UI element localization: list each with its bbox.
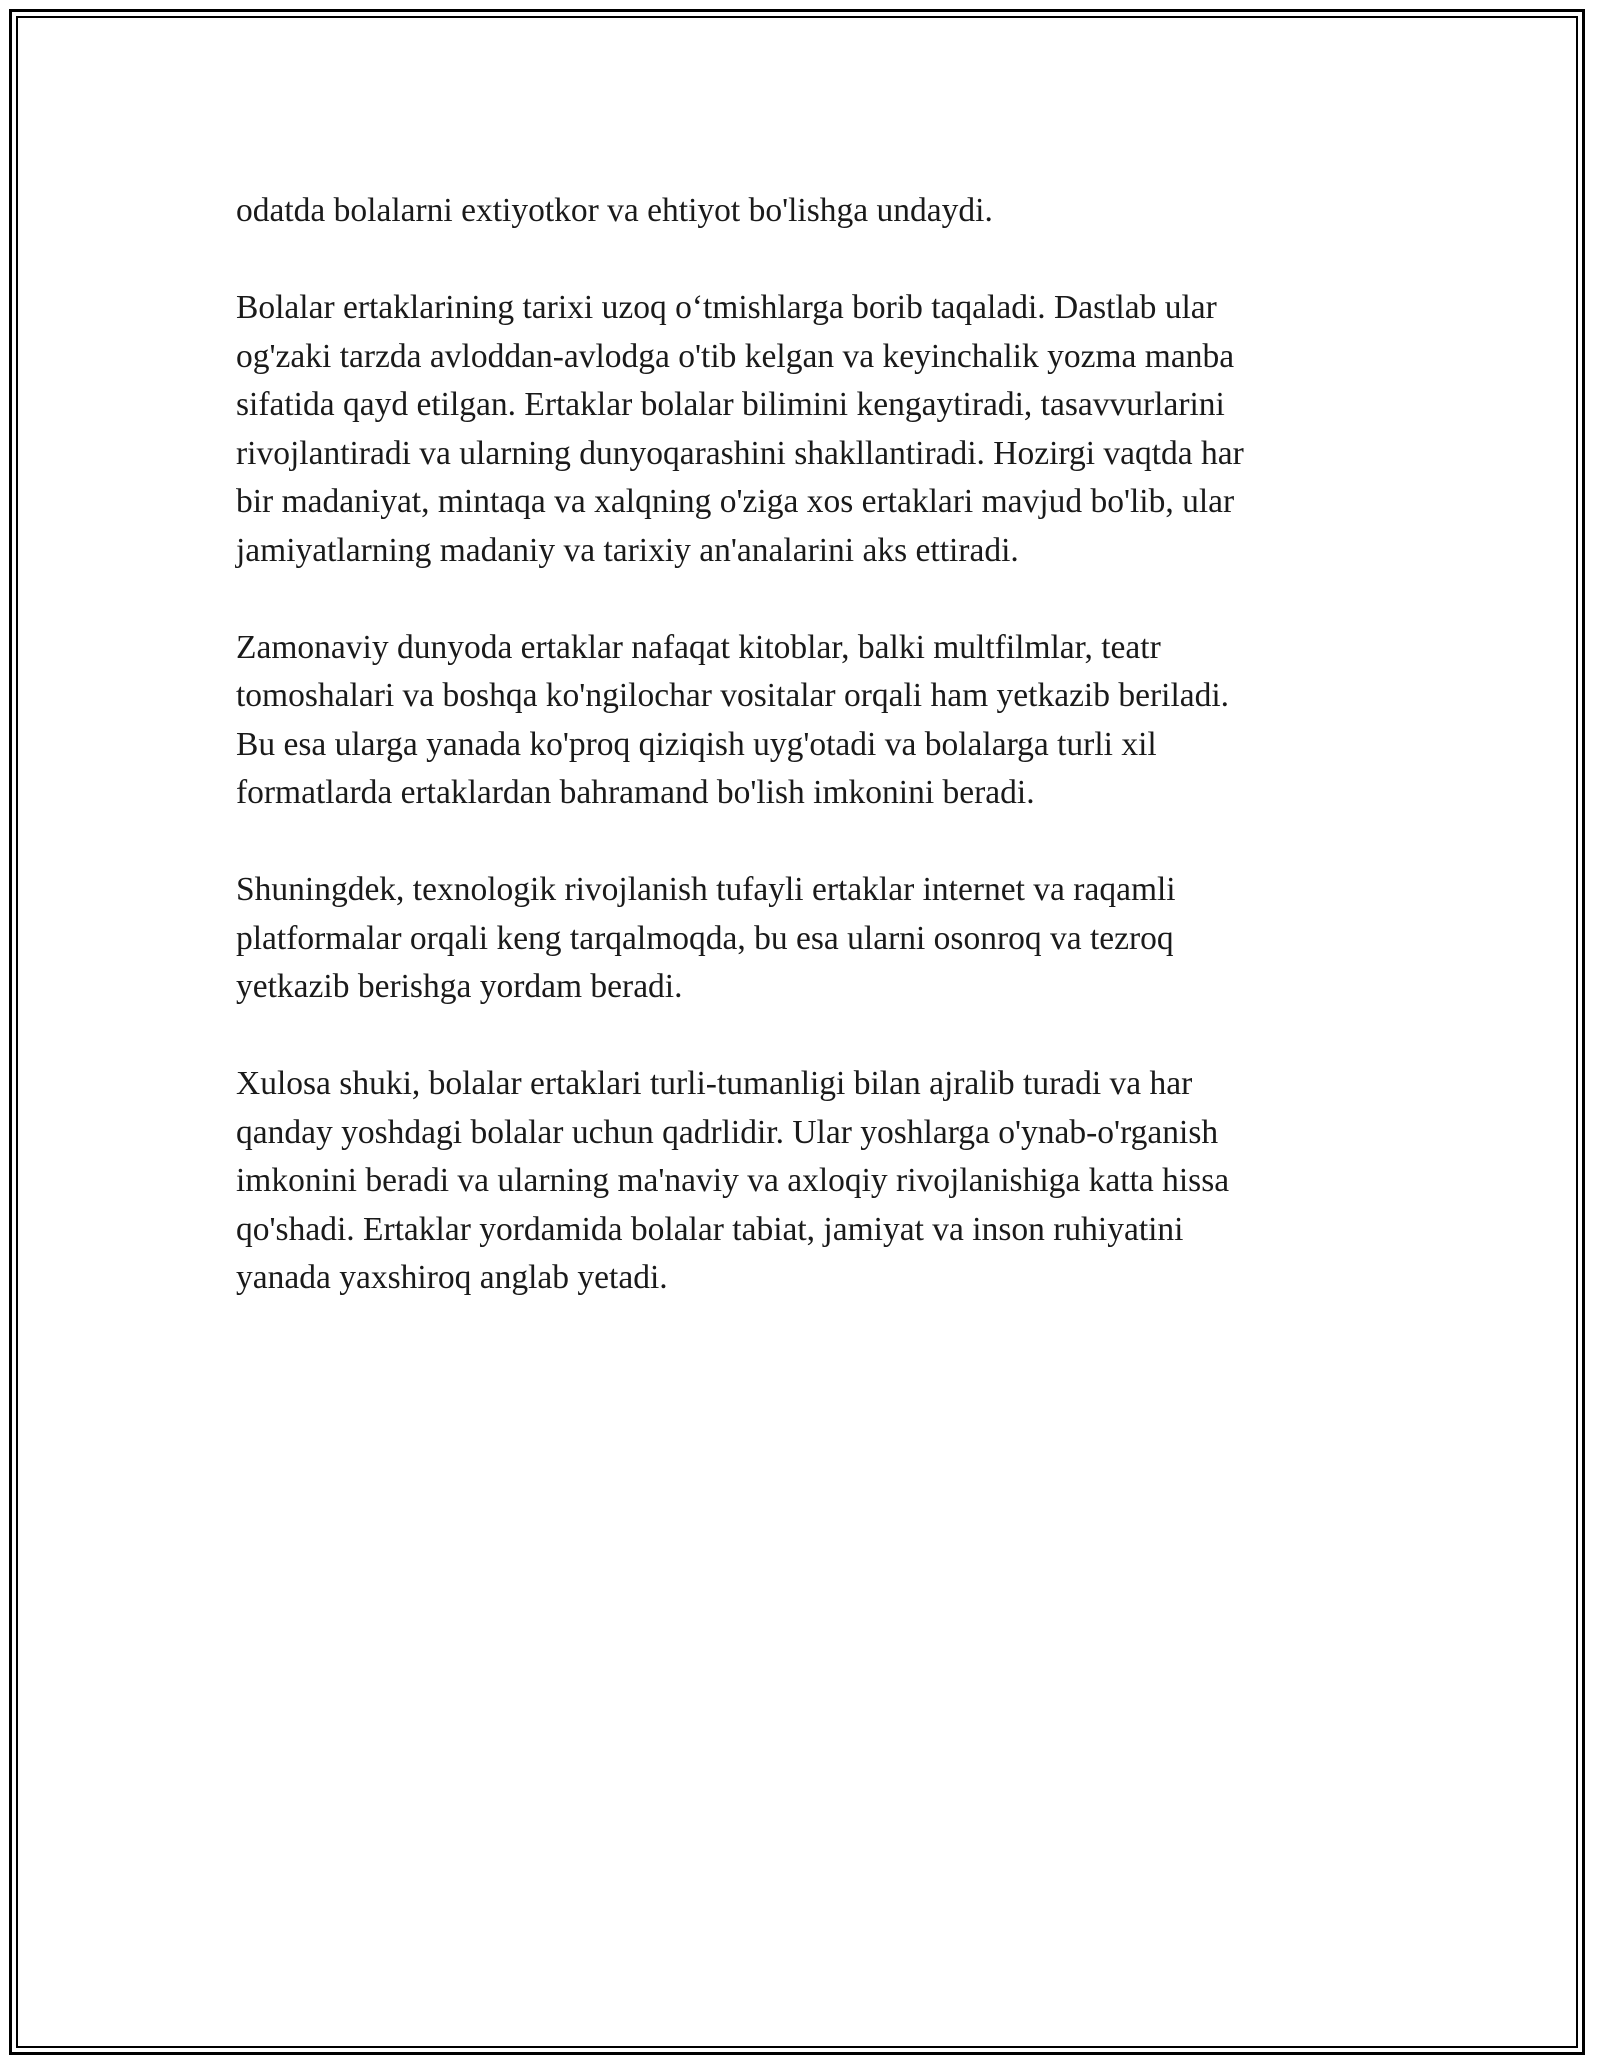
paragraph-history: Bolalar ertaklarining tarixi uzoq o‘tmishlarga borib taqaladi. Dastlab ular og'zaki tarzda avloddan-avlodga o'tib kelgan va keyinchalik yozma manba sifatida qayd etilgan. Ertaklar bolalar bilimini kengaytiradi, tasavvurlarini rivojlantiradi va ularning dunyoqarashini shakllantiradi. Hozirgi vaqtda har bir madaniyat, mintaqa va xalqning o'ziga xos ertaklari mavjud bo'lib, ular jamiyatlarning madaniy va tarixiy an'analarini aks ettiradi.: [236, 289, 1244, 569]
paragraph-modern-world: Zamonaviy dunyoda ertaklar nafaqat kitoblar, balki multfilmlar, teatr tomoshalari va boshqa ko'ngilochar vositalar orqali ham yetkazib beriladi. Bu esa ularga yanada ko'proq qiziqish uyg'otadi va bolalarga turli xil formatlarda ertaklardan bahramand bo'lish imkonini beradi.: [236, 628, 1230, 811]
paragraph-continuation: odatda bolalarni extiyotkor va ehtiyot bo'lishga undaydi.: [236, 192, 993, 229]
paragraph-technology: Shuningdek, texnologik rivojlanish tufayli ertaklar internet va raqamli platformalar orqali keng tarqalmoqda, bu esa ularni osonroq va tezroq yetkazib berishga yordam beradi.: [236, 871, 1176, 1005]
paragraph-conclusion: Xulosa shuki, bolalar ertaklari turli-tumanligi bilan ajralib turadi va har qanday yoshdagi bolalar uchun qadrlidir. Ular yoshlarga o'ynab-o'rganish imkonini beradi va ularning ma'naviy va axloqiy rivojlanishiga katta hissa qo'shadi. Ertaklar yordamida bolalar tabiat, jamiyat va inson ruhiyatini yanada yaxshiroq anglab yetadi.: [236, 1065, 1230, 1296]
document-body: [236, 187, 1366, 1351]
